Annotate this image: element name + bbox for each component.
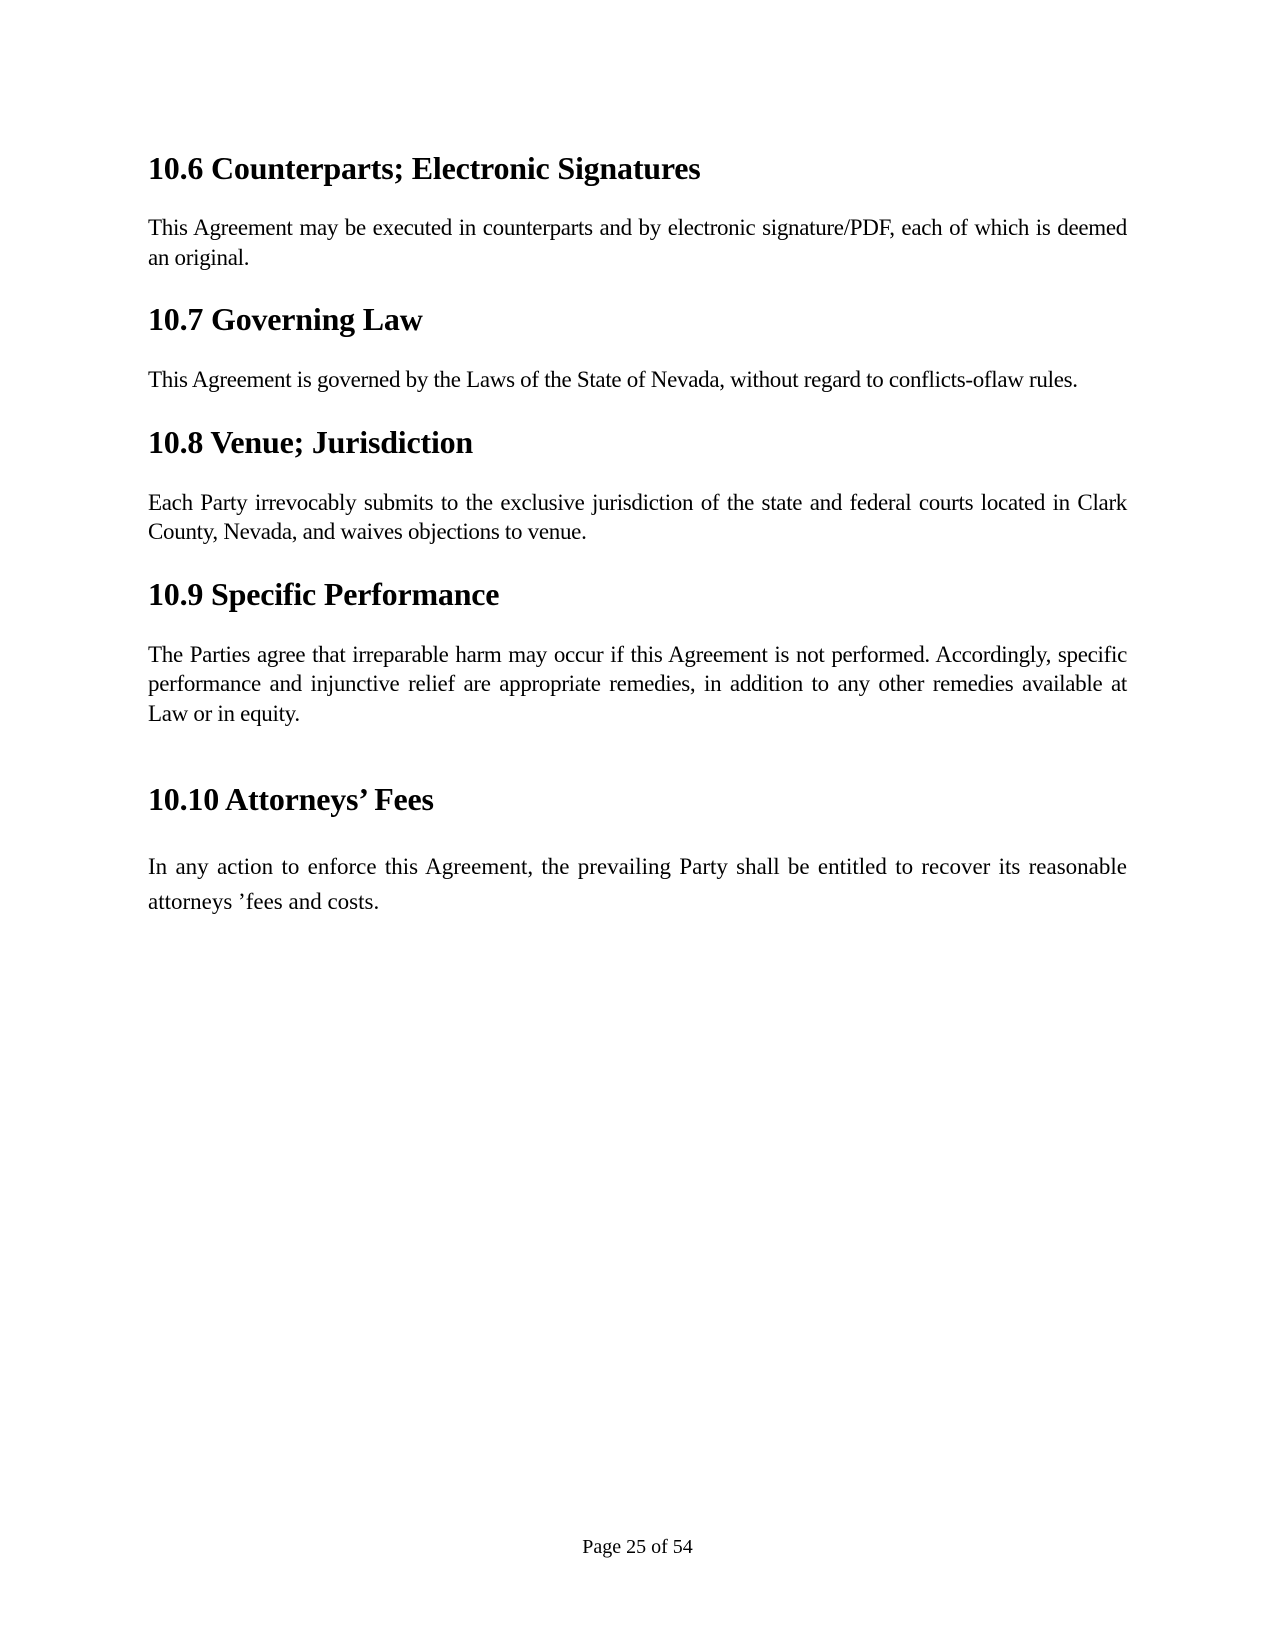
page-content — [148, 148, 1127, 919]
section-attorneys-fees — [148, 779, 1127, 919]
section-body: This Agreement may be executed in counterparts and by electronic signature/PDF, each of which is deemed an original. — [148, 215, 1127, 270]
section-specific-performance — [148, 574, 1127, 729]
section-venue-jurisdiction — [148, 422, 1127, 547]
section-body: In any action to enforce this Agreement, the prevailing Party shall be entitled to recover its reasonable attorneys ’fees and costs. — [148, 854, 1127, 914]
page-number-footer: Page 25 of 54 — [582, 1536, 693, 1558]
section-counterparts — [148, 148, 1127, 272]
section-heading: 10.6 Counterparts; Electronic Signatures — [148, 150, 701, 186]
section-governing-law — [148, 299, 1127, 395]
section-body: This Agreement is governed by the Laws of the State of Nevada, without regard to conflicts-oflaw rules. — [148, 367, 1078, 392]
section-heading: 10.8 Venue; Jurisdiction — [148, 423, 474, 460]
section-heading: 10.7 Governing Law — [148, 301, 423, 337]
section-body: The Parties agree that irreparable harm may occur if this Agreement is not performed. Accordingly, specific performance and injunctive relief are appropriate remedies, in addition to any other remedies available at Law or in equity. — [148, 641, 1127, 726]
section-body: Each Party irrevocably submits to the exclusive jurisdiction of the state and federal courts located in Clark County, Nevada, and waives objections to venue. — [148, 489, 1127, 544]
section-heading: 10.9 Specific Performance — [148, 575, 500, 612]
section-heading: 10.10 Attorneys’ Fees — [148, 781, 434, 817]
